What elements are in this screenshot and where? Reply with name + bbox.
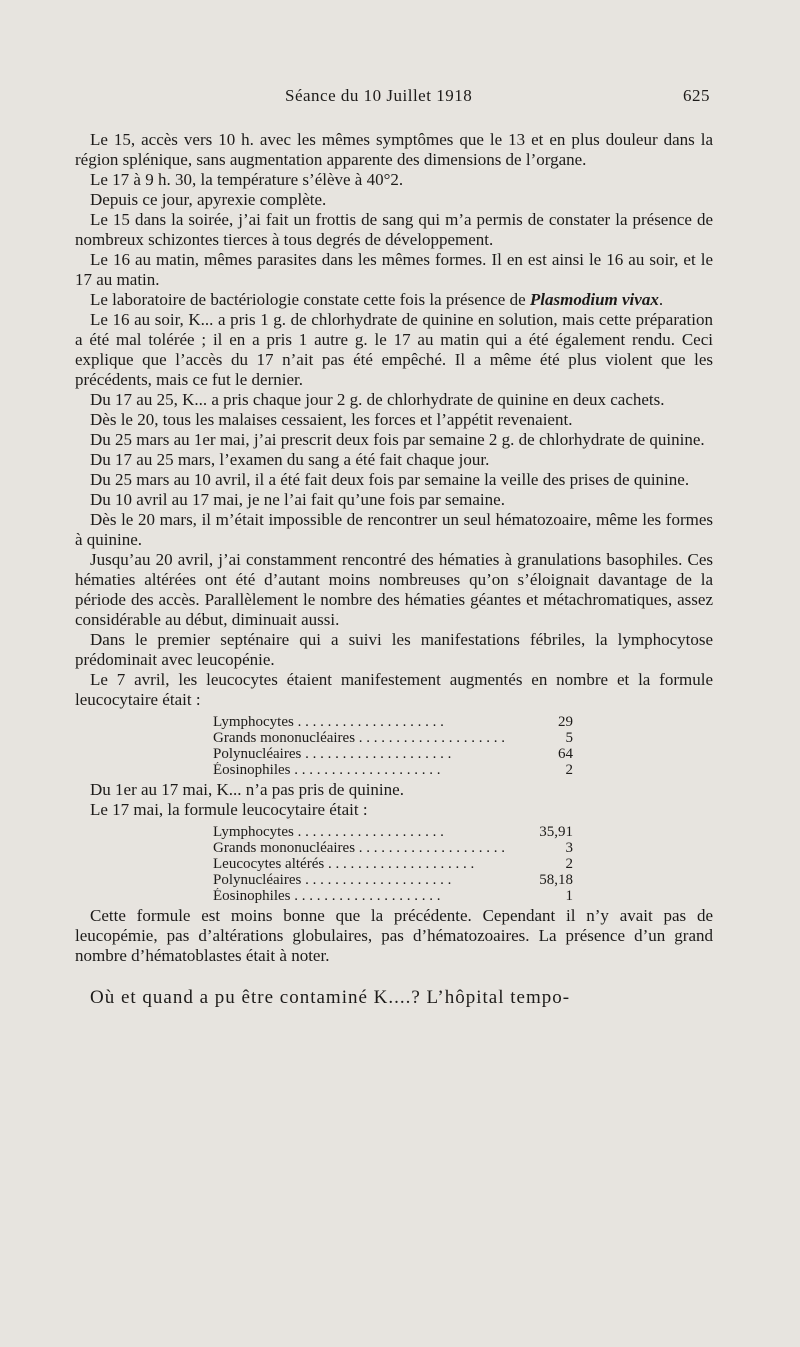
lab-end: . (658, 290, 664, 309)
paragraph: Depuis ce jour, apyrexie complète. (90, 190, 327, 209)
paragraph: Le 15, accès vers 10 h. avec les mêmes symptômes que le 13 et en plus douleur dans la région splénique, sans augmentation apparente des dimensions de l’organe. (75, 130, 713, 169)
paragraph: Le 16 au matin, mêmes parasites dans les mêmes formes. Il en est ainsi le 16 au soir, et le 17 au matin. (75, 250, 713, 289)
page-number: 625 (683, 86, 710, 105)
row-label: Lymphocytes . . . (213, 824, 444, 840)
row-label: Polynucléaires . . . (213, 746, 451, 762)
paragraph: Du 25 mars au 1er mai, j’ai prescrit deux fois par semaine 2 g. de chlorhydrate de quinine. (90, 430, 705, 449)
paragraph: Dans le premier septénaire qui a suivi les manifestations fébriles, la lymphocytose prédominait avec leucopénie. (75, 630, 713, 669)
paragraph: Du 17 au 25, K... a pris chaque jour 2 g. de chlorhydrate de quinine en deux cachets. (90, 390, 665, 409)
table-row (213, 856, 573, 872)
paragraph: Le 17 mai, la formule leucocytaire était : (90, 800, 368, 819)
closing-line: Où et quand a pu être contaminé K....? L’hôpital tempo- (90, 987, 571, 1008)
paragraph: Le 16 au soir, K... a pris 1 g. de chlorhydrate de quinine en solution, mais cette préparation a été mal tolérée ; il en a pris 1 autre g. le 17 au matin qui a été également rendu. Ceci explique que l’accès du 17 n’ait pas été empêché. Il a même été plus violent que les précédents, mais ce fut le dernier. (75, 310, 713, 389)
row-label: Leucocytes altérés . . . (213, 856, 474, 872)
leucocyte-table-2 (213, 824, 573, 904)
row-value: 1 (565, 888, 573, 904)
table-row (213, 888, 573, 904)
paragraph: Du 17 au 25 mars, l’examen du sang a été fait chaque jour. (90, 450, 490, 469)
paragraph: Le 7 avril, les leucocytes étaient manifestement augmentés en nombre et la formule leucocytaire était : (75, 670, 713, 709)
paragraph: Cette formule est moins bonne que la précédente. Cependant il n’y avait pas de leucopémie, pas d’altérations globulaires, pas d’hématozoaires. La présence d’un grand nombre d’hématoblastes était à noter. (75, 906, 713, 965)
table-row (213, 840, 573, 856)
paragraph-laboratoire (75, 290, 713, 310)
row-value: 64 (558, 746, 573, 762)
species-name: Plasmodium vivax (529, 290, 659, 309)
table-row (213, 746, 573, 762)
row-label: Éosinophiles . . . (213, 762, 441, 778)
row-value: 3 (565, 840, 573, 856)
row-value: 2 (565, 856, 573, 872)
row-value: 2 (565, 762, 573, 778)
table-row (213, 730, 573, 746)
row-value: 35,91 (539, 824, 573, 840)
paragraph: Le 17 à 9 h. 30, la température s’élève à 40°2. (90, 170, 404, 189)
paragraph: Le 15 dans la soirée, j’ai fait un frottis de sang qui m’a permis de constater la présence de nombreux schizontes tierces à tous degrés de développement. (75, 210, 713, 249)
row-label: Éosinophiles . . . (213, 888, 441, 904)
table-row (213, 824, 573, 840)
row-value: 58,18 (539, 872, 573, 888)
row-label: Grands mononucléaires . . . (213, 730, 505, 746)
row-label: Polynucléaires . . . (213, 872, 451, 888)
body-text (75, 130, 713, 1008)
table-row (213, 872, 573, 888)
leucocyte-table-1 (213, 714, 573, 778)
row-label: Lymphocytes . . . (213, 714, 444, 730)
paragraph: Du 1er au 17 mai, K... n’a pas pris de quinine. (90, 780, 404, 799)
table-row (213, 762, 573, 778)
lab-text: Le laboratoire de bactériologie constate cette fois la présence de (90, 290, 526, 309)
row-value: 5 (565, 730, 573, 746)
table-row (213, 714, 573, 730)
paragraph: Jusqu’au 20 avril, j’ai constamment rencontré des hématies à granulations basophiles. Ces hématies altérées ont été d’autant moins nombreuses qu’on s’éloignait davantage de la période des accès. Parallèlement le nombre des hématies géantes et métachromatiques, assez considérable au début, diminuait aussi. (75, 550, 713, 629)
paragraph: Dès le 20, tous les malaises cessaient, les forces et l’appétit revenaient. (90, 410, 573, 429)
header-title: Séance du 10 Juillet 1918 (285, 86, 473, 105)
paragraph: Du 25 mars au 10 avril, il a été fait deux fois par semaine la veille des prises de quinine. (90, 470, 690, 489)
row-value: 29 (558, 714, 573, 730)
paragraph: Dès le 20 mars, il m’était impossible de rencontrer un seul hématozoaire, même les formes à quinine. (75, 510, 713, 549)
running-header (0, 86, 800, 110)
paragraph: Du 10 avril au 17 mai, je ne l’ai fait qu’une fois par semaine. (90, 490, 505, 509)
row-label: Grands mononucléaires . . . (213, 840, 505, 856)
